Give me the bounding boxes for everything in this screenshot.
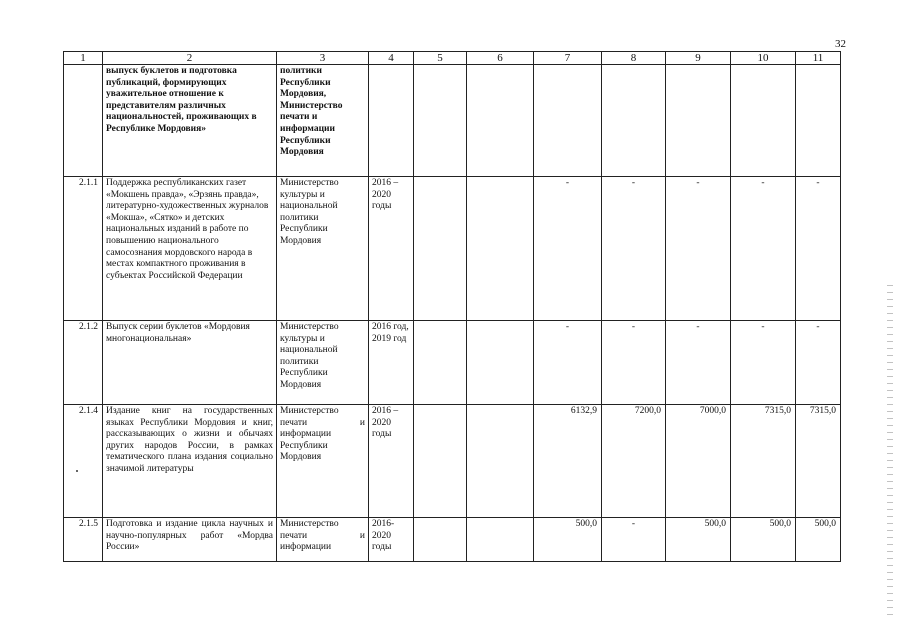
header-cell: 11 xyxy=(796,52,841,65)
row-col9: - xyxy=(666,177,731,321)
header-cell: 5 xyxy=(414,52,467,65)
row-col5 xyxy=(414,518,467,562)
table-row xyxy=(64,177,841,321)
row-code: 2.1.2 xyxy=(64,321,103,405)
row-col8: 7200,0 xyxy=(602,405,666,518)
row-col8: - xyxy=(602,321,666,405)
header-cell: 1 xyxy=(64,52,103,65)
row-col8: - xyxy=(602,518,666,562)
row-col5 xyxy=(414,177,467,321)
row-col10: - xyxy=(731,321,796,405)
row-col5 xyxy=(414,321,467,405)
row-col9: 7000,0 xyxy=(666,405,731,518)
scan-artifact-marks xyxy=(887,285,893,615)
row-col10: - xyxy=(731,177,796,321)
row-col6 xyxy=(467,405,534,518)
row-col8 xyxy=(602,65,666,177)
header-cell: 10 xyxy=(731,52,796,65)
row-col5 xyxy=(414,405,467,518)
program-table xyxy=(63,51,841,562)
row-col6 xyxy=(467,518,534,562)
row-executor: Министерство печати и информации xyxy=(277,518,369,562)
row-period: 2016-2020 годы xyxy=(369,518,414,562)
row-period: 2016 – 2020 годы xyxy=(369,177,414,321)
row-executor: политики Республики Мордовия, Министерство печати и информации Республики Мордовия xyxy=(277,65,369,177)
row-period: 2016 – 2020 годы xyxy=(369,405,414,518)
row-period xyxy=(369,65,414,177)
row-executor: Министерство культуры и национальной политики Республики Мордовия xyxy=(277,177,369,321)
row-col7 xyxy=(534,65,602,177)
row-col6 xyxy=(467,321,534,405)
row-col11 xyxy=(796,65,841,177)
row-name: Подготовка и издание цикла научных и научно-популярных работ «Мордва России» xyxy=(103,518,277,562)
row-col11: - xyxy=(796,177,841,321)
row-name: Выпуск серии буклетов «Мордовия многонациональная» xyxy=(103,321,277,405)
row-col10: 7315,0 xyxy=(731,405,796,518)
header-cell: 3 xyxy=(277,52,369,65)
row-col11: 7315,0 xyxy=(796,405,841,518)
row-code xyxy=(64,65,103,177)
row-col10 xyxy=(731,65,796,177)
row-col7: 6132,9 xyxy=(534,405,602,518)
row-col9: 500,0 xyxy=(666,518,731,562)
header-cell: 6 xyxy=(467,52,534,65)
table-row xyxy=(64,518,841,562)
row-name: выпуск буклетов и подготовка публикаций, формирующих уважительное отношение к представителям различных национальностей, проживающих в Республике Мордовия» xyxy=(103,65,277,177)
row-col9: - xyxy=(666,321,731,405)
row-col5 xyxy=(414,65,467,177)
row-col6 xyxy=(467,177,534,321)
page-number: 32 xyxy=(835,38,846,50)
row-col7: - xyxy=(534,321,602,405)
row-col11: - xyxy=(796,321,841,405)
row-name: Издание книг на государственных языках Республики Мордовия и книг, рассказывающих о жизни и обычаях других народов России, в рамках тематического плана издания социально значимой литературы xyxy=(103,405,277,518)
row-col9 xyxy=(666,65,731,177)
header-cell: 9 xyxy=(666,52,731,65)
row-period: 2016 год, 2019 год xyxy=(369,321,414,405)
table-row xyxy=(64,405,841,518)
table-row xyxy=(64,65,841,177)
row-col8: - xyxy=(602,177,666,321)
row-col10: 500,0 xyxy=(731,518,796,562)
row-executor: Министерство печати и информации Республики Мордовия xyxy=(277,405,369,518)
header-cell: 7 xyxy=(534,52,602,65)
header-row xyxy=(64,52,841,65)
header-cell: 2 xyxy=(103,52,277,65)
scan-artifact-dot xyxy=(76,470,78,472)
row-code: 2.1.5 xyxy=(64,518,103,562)
table-row xyxy=(64,321,841,405)
row-col11: 500,0 xyxy=(796,518,841,562)
row-name: Поддержка республиканских газет «Мокшень правда», «Эрзянь правда», литературно-художественных журналов «Мокша», «Сятко» и детских национальных изданий в работе по повышению национального самосознания мордовского народа в местах компактного проживания в субъектах Российской Федерации xyxy=(103,177,277,321)
header-cell: 4 xyxy=(369,52,414,65)
row-col7: - xyxy=(534,177,602,321)
row-code: 2.1.1 xyxy=(64,177,103,321)
row-code: 2.1.4 xyxy=(64,405,103,518)
row-col6 xyxy=(467,65,534,177)
row-col7: 500,0 xyxy=(534,518,602,562)
header-cell: 8 xyxy=(602,52,666,65)
row-executor: Министерство культуры и национальной политики Республики Мордовия xyxy=(277,321,369,405)
